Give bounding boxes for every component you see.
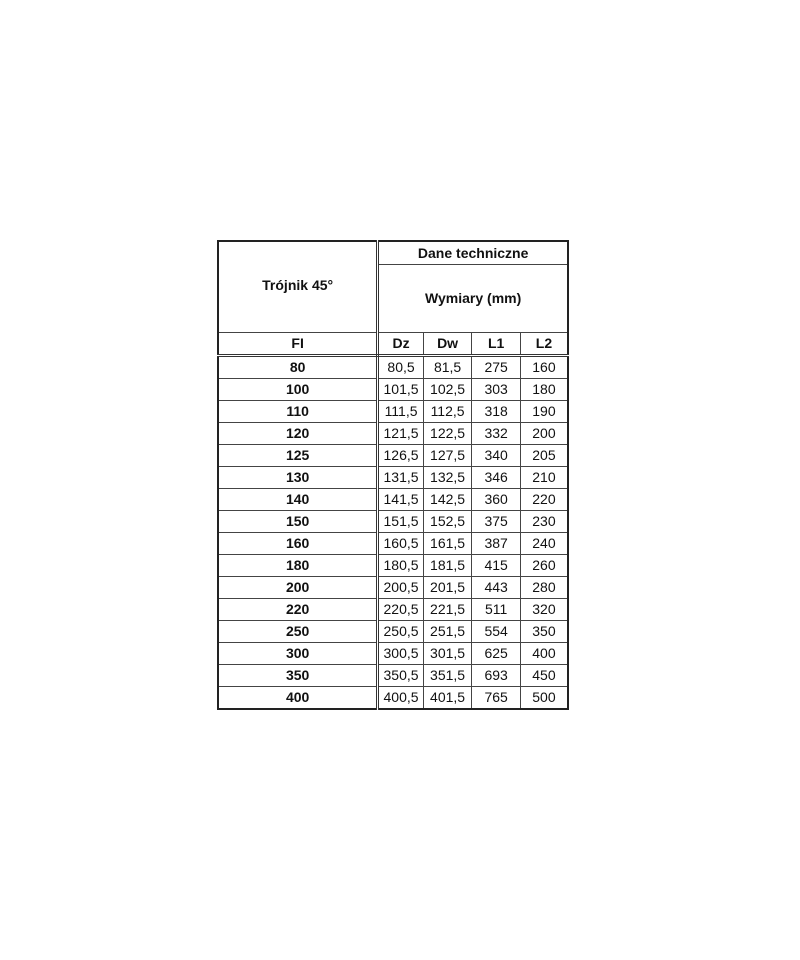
table-row [218, 511, 568, 533]
cell-l1: 415 [472, 555, 521, 577]
cell-l1: 303 [472, 379, 521, 401]
cell-fi: 200 [218, 577, 378, 599]
cell-l1: 554 [472, 621, 521, 643]
cell-fi: 300 [218, 643, 378, 665]
cell-dz: 80,5 [378, 356, 424, 379]
cell-l1: 275 [472, 356, 521, 379]
cell-l2: 220 [520, 489, 568, 511]
cell-l1: 511 [472, 599, 521, 621]
cell-dw: 81,5 [423, 356, 472, 379]
cell-l2: 240 [520, 533, 568, 555]
cell-fi: 400 [218, 687, 378, 710]
table-row [218, 489, 568, 511]
table-row [218, 643, 568, 665]
cell-fi: 130 [218, 467, 378, 489]
cell-dz: 350,5 [378, 665, 424, 687]
cell-fi: 100 [218, 379, 378, 401]
table-row [218, 621, 568, 643]
cell-dw: 351,5 [423, 665, 472, 687]
table-row [218, 687, 568, 710]
cell-l1: 318 [472, 401, 521, 423]
table-row [218, 379, 568, 401]
cell-l2: 280 [520, 577, 568, 599]
cell-dw: 301,5 [423, 643, 472, 665]
column-header-row [218, 333, 568, 356]
cell-dz: 220,5 [378, 599, 424, 621]
column-header-l1: L1 [472, 333, 521, 356]
column-header-l2: L2 [520, 333, 568, 356]
table-row [218, 555, 568, 577]
cell-fi: 110 [218, 401, 378, 423]
cell-fi: 120 [218, 423, 378, 445]
table-row [218, 533, 568, 555]
cell-dz: 200,5 [378, 577, 424, 599]
cell-l2: 200 [520, 423, 568, 445]
cell-dw: 122,5 [423, 423, 472, 445]
cell-l1: 693 [472, 665, 521, 687]
cell-l1: 443 [472, 577, 521, 599]
cell-dz: 160,5 [378, 533, 424, 555]
cell-fi: 80 [218, 356, 378, 379]
cell-dz: 101,5 [378, 379, 424, 401]
cell-l2: 320 [520, 599, 568, 621]
sub-header: Wymiary (mm) [378, 265, 568, 333]
cell-l2: 260 [520, 555, 568, 577]
table-row [218, 467, 568, 489]
cell-l2: 350 [520, 621, 568, 643]
cell-dz: 300,5 [378, 643, 424, 665]
cell-l1: 625 [472, 643, 521, 665]
column-header-fi: FI [218, 333, 378, 356]
cell-l1: 360 [472, 489, 521, 511]
table-row [218, 401, 568, 423]
cell-dw: 181,5 [423, 555, 472, 577]
cell-dw: 221,5 [423, 599, 472, 621]
column-header-dz: Dz [378, 333, 424, 356]
cell-dz: 141,5 [378, 489, 424, 511]
cell-l2: 190 [520, 401, 568, 423]
table-row [218, 356, 568, 379]
table-row [218, 423, 568, 445]
cell-fi: 125 [218, 445, 378, 467]
cell-l2: 450 [520, 665, 568, 687]
cell-fi: 250 [218, 621, 378, 643]
cell-l2: 500 [520, 687, 568, 710]
cell-dw: 102,5 [423, 379, 472, 401]
cell-dz: 111,5 [378, 401, 424, 423]
cell-fi: 350 [218, 665, 378, 687]
cell-dw: 152,5 [423, 511, 472, 533]
table-row [218, 665, 568, 687]
cell-fi: 160 [218, 533, 378, 555]
cell-l2: 400 [520, 643, 568, 665]
cell-l2: 160 [520, 356, 568, 379]
cell-dw: 251,5 [423, 621, 472, 643]
table-row [218, 577, 568, 599]
spec-table [217, 240, 569, 710]
group-header: Dane techniczne [378, 241, 568, 265]
cell-dz: 121,5 [378, 423, 424, 445]
cell-l1: 387 [472, 533, 521, 555]
cell-fi: 150 [218, 511, 378, 533]
cell-l1: 765 [472, 687, 521, 710]
cell-dz: 400,5 [378, 687, 424, 710]
cell-dw: 142,5 [423, 489, 472, 511]
cell-l2: 230 [520, 511, 568, 533]
cell-dw: 401,5 [423, 687, 472, 710]
cell-dz: 126,5 [378, 445, 424, 467]
cell-dw: 132,5 [423, 467, 472, 489]
cell-l1: 332 [472, 423, 521, 445]
cell-fi: 180 [218, 555, 378, 577]
table-row [218, 445, 568, 467]
cell-dw: 112,5 [423, 401, 472, 423]
cell-dz: 131,5 [378, 467, 424, 489]
cell-l2: 180 [520, 379, 568, 401]
cell-dw: 127,5 [423, 445, 472, 467]
cell-dw: 201,5 [423, 577, 472, 599]
table-row [218, 599, 568, 621]
cell-l1: 375 [472, 511, 521, 533]
cell-dz: 250,5 [378, 621, 424, 643]
cell-l2: 210 [520, 467, 568, 489]
cell-dz: 180,5 [378, 555, 424, 577]
cell-fi: 140 [218, 489, 378, 511]
cell-l1: 346 [472, 467, 521, 489]
cell-dw: 161,5 [423, 533, 472, 555]
cell-l2: 205 [520, 445, 568, 467]
table-title: Trójnik 45° [218, 241, 378, 333]
column-header-dw: Dw [423, 333, 472, 356]
cell-dz: 151,5 [378, 511, 424, 533]
cell-fi: 220 [218, 599, 378, 621]
cell-l1: 340 [472, 445, 521, 467]
